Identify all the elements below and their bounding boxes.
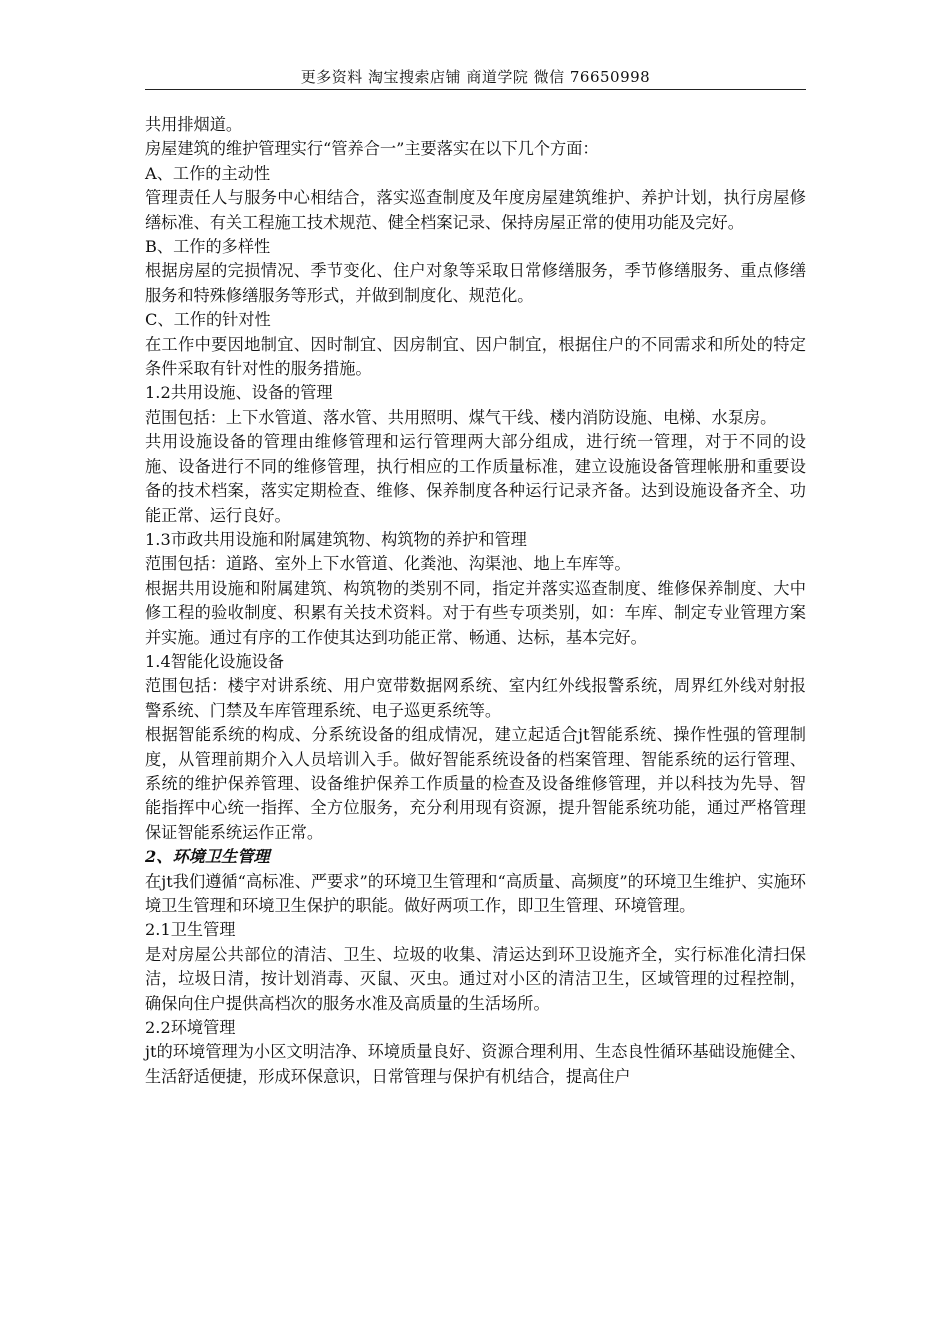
paragraph: 共用设施设备的管理由维修管理和运行管理两大部分组成，进行统一管理，对于不同的设施、设备进行不同的维修管理，执行相应的工作质量标准，建立设施设备管理帐册和重要设备的技术档案，落实定期检查、维修、保养制度各种运行记录齐备。达到设施设备齐全、功能正常、运行良好。 [145,432,806,525]
section-heading: 1.4智能化设施设备 [145,651,285,671]
paragraph: 根据房屋的完损情况、季节变化、住户对象等采取日常修缮服务，季节修缮服务、重点修缮服务和特殊修缮服务等形式，并做到制度化、规范化。 [145,261,806,305]
paragraph: 在jt我们遵循“高标准、严要求”的环境卫生管理和“高质量、高频度”的环境卫生维护、实施环境卫生管理和环境卫生保护的职能。做好两项工作，即卫生管理、环境管理。 [145,871,806,915]
subheading: A、工作的主动性 [145,163,271,183]
section-heading: 2.2环境管理 [145,1018,236,1038]
paragraph: 管理责任人与服务中心相结合，落实巡查制度及年度房屋建筑维护、养护计划，执行房屋修缮标准、有关工程施工技术规范、健全档案记录、保持房屋正常的使用功能及完好。 [145,188,806,232]
paragraph: 根据共用设施和附属建筑、构筑物的类别不同，指定并落实巡查制度、维修保养制度、大中修工程的验收制度、积累有关技术资料。对于有些专项类别，如：车库、制定专业管理方案并实施。通过有序的工作使其达到功能正常、畅通、达标，基本完好。 [145,578,806,647]
paragraph: 根据智能系统的构成、分系统设备的组成情况，建立起适合jt智能系统、操作性强的管理制度，从管理前期介入人员培训入手。做好智能系统设备的档案管理、智能系统的运行管理、系统的维护保养管理、设备维护保养工作质量的检查及设备维修管理，并以科技为先导、智能指挥中心统一指挥、全方位服务，充分利用现有资源，提升智能系统功能，通过严格管理保证智能系统运作正常。 [145,725,806,842]
subheading: C、工作的针对性 [145,310,271,330]
paragraph: 范围包括：楼宇对讲系统、用户宽带数据网系统、室内红外线报警系统，周界红外线对射报警系统、门禁及车库管理系统、电子巡更系统等。 [145,676,806,720]
section-heading: 2.1卫生管理 [145,920,236,940]
paragraph: 是对房屋公共部位的清洁、卫生、垃圾的收集、清运达到环卫设施齐全，实行标准化清扫保洁，垃圾日清，按计划消毒、灭鼠、灭虫。通过对小区的清洁卫生，区域管理的过程控制，确保向住户提供高档次的服务水准及高质量的生活场所。 [145,944,806,1013]
paragraph: 范围包括：道路、室外上下水管道、化粪池、沟渠池、地上车库等。 [145,554,631,574]
paragraph: 房屋建筑的维护管理实行“管养合一”主要落实在以下几个方面： [145,139,599,159]
paragraph: 共用排烟道。 [145,115,243,134]
paragraph: 在工作中要因地制宜、因时制宜、因房制宜、因户制宜，根据住户的不同需求和所处的特定条件采取有针对性的服务措施。 [145,334,806,379]
page-header: 更多资料 淘宝搜索店铺 商道学院 微信 76650998 [300,68,651,86]
header-divider [145,89,806,90]
section-heading: 1.3市政共用设施和附属建筑物、构筑物的养护和管理 [145,529,527,549]
chapter-heading: 2、环境卫生管理 [145,847,270,867]
paragraph: 范围包括：上下水管道、落水管、共用照明、煤气干线、楼内消防设施、电梯、水泵房。 [145,407,777,427]
subheading: B、工作的多样性 [145,237,271,257]
document-body [145,113,806,1089]
section-heading: 1.2共用设施、设备的管理 [145,383,333,403]
paragraph: jt的环境管理为小区文明洁净、环境质量良好、资源合理利用、生态良性循环基础设施健全、生活舒适便捷，形成环保意识，日常管理与保护有机结合，提高住户 [145,1042,806,1086]
